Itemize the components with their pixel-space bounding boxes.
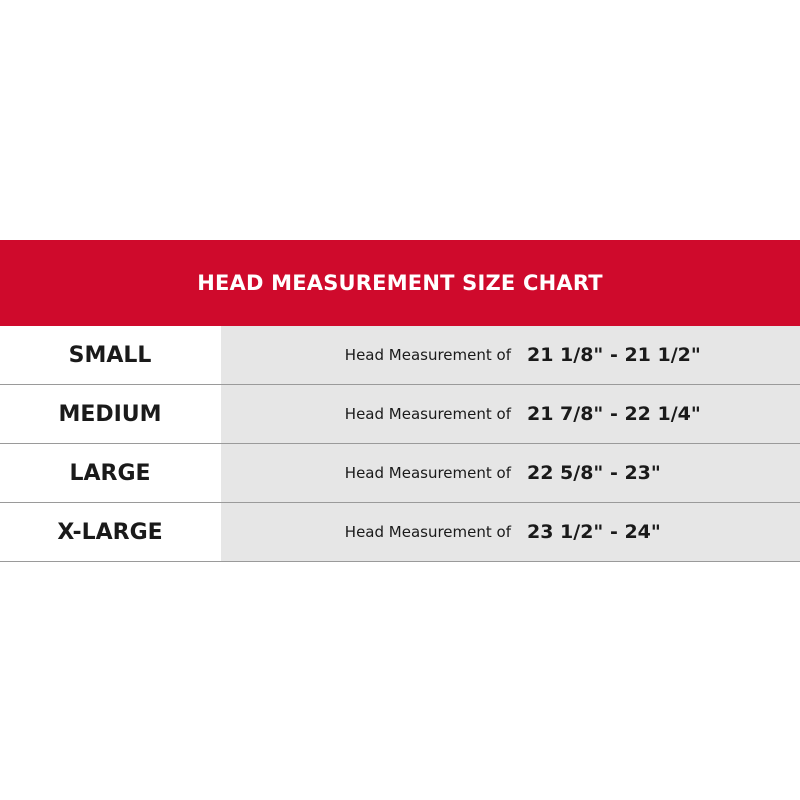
table-row-small bbox=[0, 326, 800, 385]
measurement-cell bbox=[221, 503, 800, 561]
size-cell bbox=[0, 326, 220, 384]
measurement-cell bbox=[221, 326, 800, 384]
table-row-medium bbox=[0, 385, 800, 444]
measurement-range: 21 7/8" - 22 1/4" bbox=[527, 403, 701, 425]
size-cell bbox=[0, 385, 220, 443]
measurement-label: Head Measurement of bbox=[344, 405, 511, 423]
measurement-label: Head Measurement of bbox=[344, 523, 511, 541]
measurement-range: 22 5/8" - 23" bbox=[527, 462, 661, 484]
size-label: X-LARGE bbox=[57, 519, 163, 545]
table-row-x-large bbox=[0, 503, 800, 562]
measurement-cell bbox=[221, 444, 800, 502]
measurement-cell bbox=[221, 385, 800, 443]
measurement-range: 21 1/8" - 21 1/2" bbox=[527, 344, 701, 366]
measurement-range: 23 1/2" - 24" bbox=[527, 521, 661, 543]
size-cell bbox=[0, 503, 220, 561]
size-label: SMALL bbox=[68, 342, 152, 368]
size-cell bbox=[0, 444, 220, 502]
size-label: MEDIUM bbox=[58, 401, 162, 427]
chart-title: HEAD MEASUREMENT SIZE CHART bbox=[197, 271, 603, 295]
size-label: LARGE bbox=[69, 460, 151, 486]
measurement-label: Head Measurement of bbox=[344, 464, 511, 482]
table-row-large bbox=[0, 444, 800, 503]
measurement-label: Head Measurement of bbox=[344, 346, 511, 364]
size-table bbox=[0, 326, 800, 562]
chart-header bbox=[0, 240, 800, 326]
